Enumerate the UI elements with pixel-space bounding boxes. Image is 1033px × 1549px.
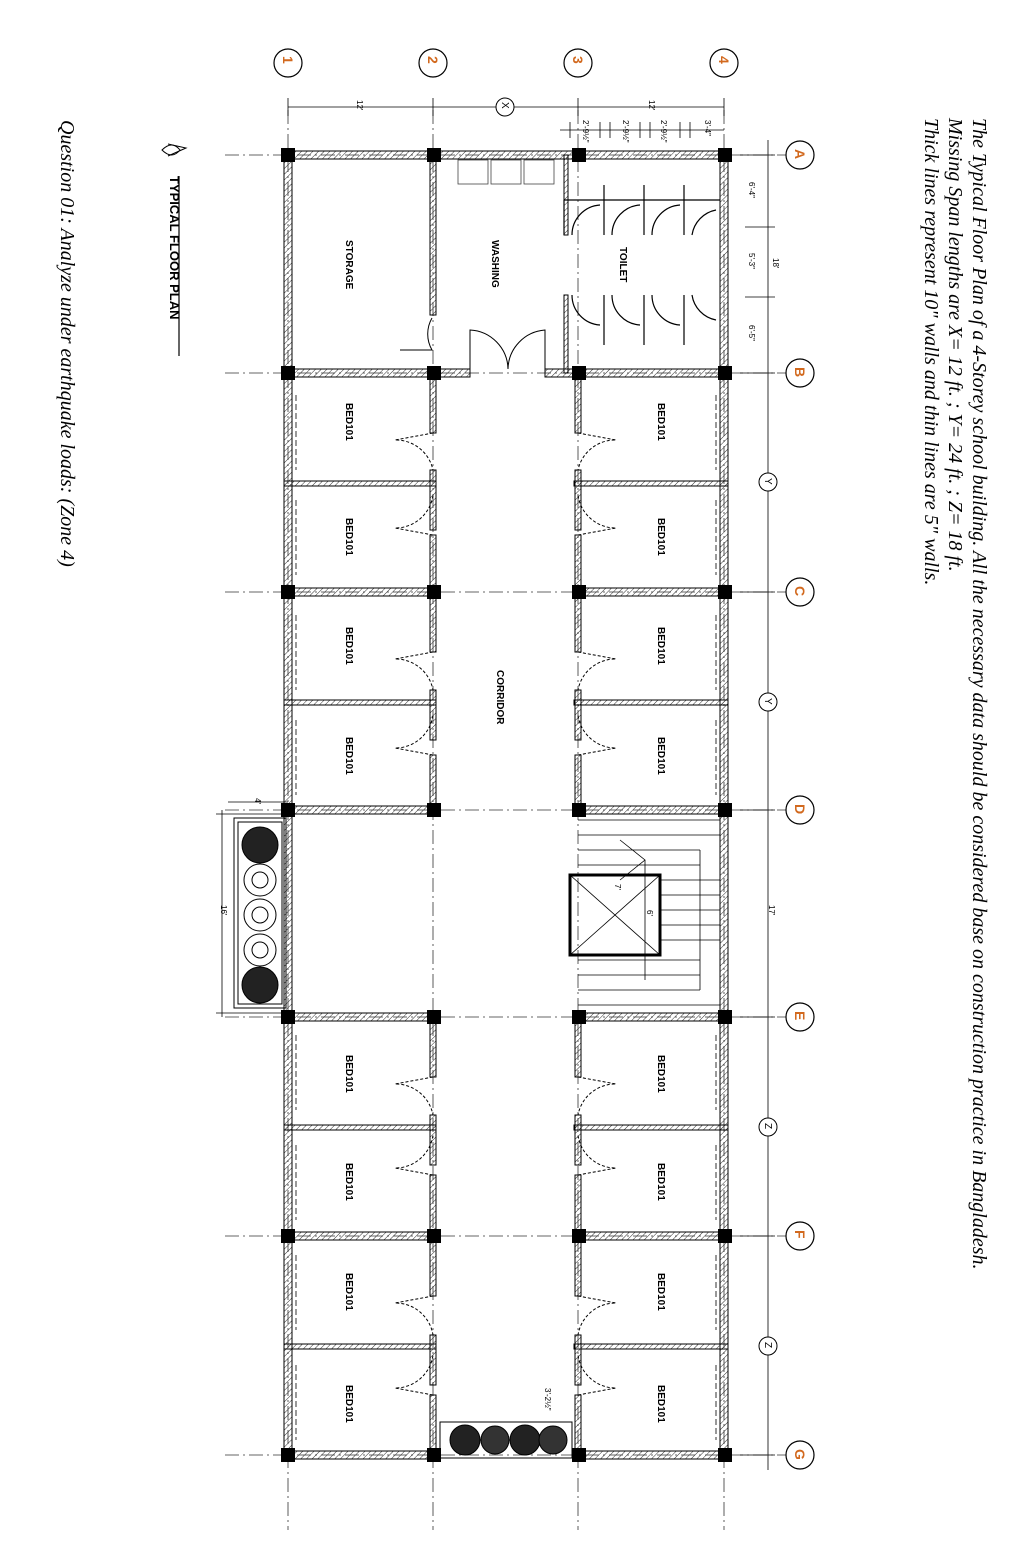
grid-label-E: E	[792, 1011, 808, 1021]
dim-17: 17'	[767, 905, 776, 916]
grid-label-A: A	[792, 149, 808, 160]
room-bed-l2: BED101	[343, 518, 354, 556]
grid-label-2: 2	[425, 56, 441, 64]
room-corridor: CORRIDOR	[494, 670, 505, 725]
room-bed-r6: BED101	[655, 1163, 666, 1201]
plan-title: TYPICAL FLOOR PLAN	[167, 176, 182, 320]
room-bed-l3: BED101	[343, 627, 354, 665]
room-bed-r3: BED101	[655, 627, 666, 665]
span-label-x: X	[499, 102, 510, 109]
dim-2-9-c: 2'-9½"	[659, 120, 668, 143]
room-bed-r2: BED101	[655, 518, 666, 556]
room-bed-r7: BED101	[655, 1273, 666, 1311]
dim-2-9-a: 2'-9½"	[581, 120, 590, 143]
dim-7: 7'	[613, 884, 622, 890]
sub-grid-bubbles	[496, 98, 777, 1355]
windows	[296, 395, 716, 1440]
outer-walls	[284, 151, 728, 1459]
room-bed-r8: BED101	[655, 1385, 666, 1423]
sub-grid-label-z1: Z	[762, 1123, 773, 1130]
grid-label-C: C	[792, 586, 808, 597]
room-bed-l6: BED101	[343, 1163, 354, 1201]
question-text: Question 01: Analyze under earthquake loads: (Zone 4)	[56, 120, 78, 567]
grid-label-G: G	[792, 1449, 808, 1460]
dim-6-5: 6'-5"	[747, 325, 756, 341]
dim-2-9-b: 2'-9½"	[621, 120, 630, 143]
room-bed-l5: BED101	[343, 1055, 354, 1093]
grid-label-F: F	[792, 1230, 808, 1239]
grid-label-1: 1	[280, 56, 296, 64]
dim-6: 6'	[645, 910, 654, 916]
header-line-2: Missing Span lengths are X= 12 ft. ; Y= 24 ft. ; Z= 18 ft.	[944, 118, 966, 572]
grid-bubbles-numbers	[274, 49, 738, 77]
dim-18: 18'	[771, 258, 780, 269]
dim-3-2: 3'-2½"	[543, 1388, 552, 1411]
room-bed-r4: BED101	[655, 737, 666, 775]
room-storage: STORAGE	[343, 240, 354, 290]
dim-12-left: 12'	[355, 100, 364, 111]
header-line-3: Thick lines represent 10" walls and thin lines are 5" walls.	[920, 118, 942, 586]
room-washing: WASHING	[489, 240, 500, 288]
room-bed-l1: BED101	[343, 403, 354, 441]
room-bed-l7: BED101	[343, 1273, 354, 1311]
corridor-planter	[440, 1422, 572, 1458]
logo-mark	[162, 144, 186, 156]
toilet-partitions	[564, 185, 720, 345]
room-bed-l8: BED101	[343, 1385, 354, 1423]
sub-grid-label-y2: Y	[762, 698, 773, 705]
sub-grid-label-y1: Y	[762, 478, 773, 485]
dim-6-4: 6'-4"	[747, 182, 756, 198]
dim-3-4: 3'-4"	[703, 120, 712, 136]
grid-label-3: 3	[570, 56, 586, 64]
header-line-1: The Typical Floor Plan of a 4-Storey school building. All the necessary data should be considered base on construction practice in Bangladesh.	[968, 118, 990, 1270]
dim-16: 16'	[219, 905, 228, 916]
grid-label-B: B	[792, 367, 808, 378]
room-bed-r5: BED101	[655, 1055, 666, 1093]
columns	[281, 148, 732, 1462]
washing-sinks	[458, 160, 554, 184]
room-toilet: TOILET	[617, 247, 628, 283]
dim-5-3: 5'-3"	[747, 253, 756, 269]
grid-label-4: 4	[716, 56, 732, 64]
sub-grid-label-z2: Z	[762, 1342, 773, 1349]
grid-label-D: D	[792, 804, 808, 815]
dim-4: 4'	[253, 798, 262, 804]
balcony-planters	[242, 827, 278, 1003]
right-dimension-line	[740, 140, 775, 1470]
room-bed-r1: BED101	[655, 403, 666, 441]
dim-12-right: 12'	[647, 100, 656, 111]
room-bed-l4: BED101	[343, 737, 354, 775]
